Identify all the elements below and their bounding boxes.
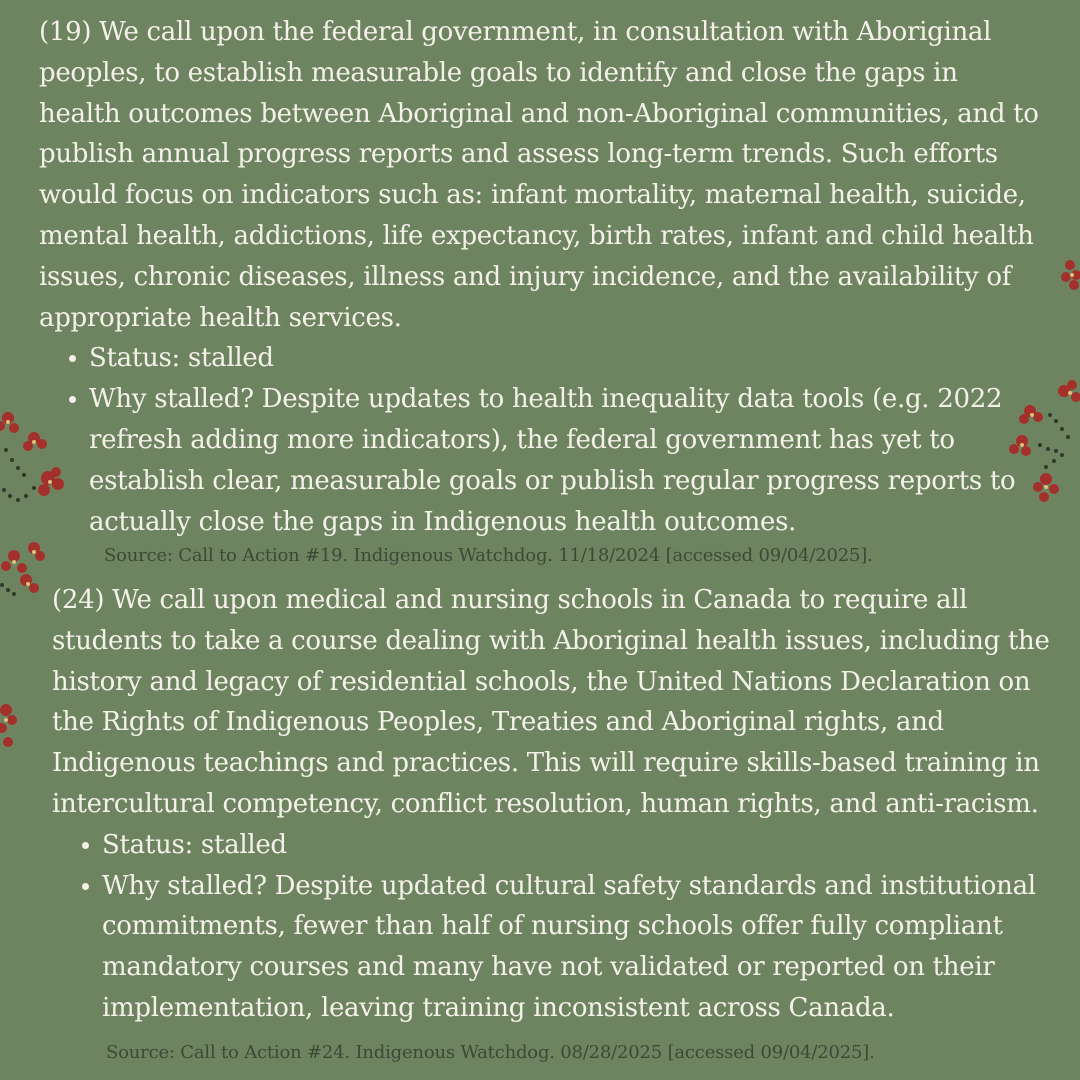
call-to-action-text: (19) We call upon the federal government, in consultation with Aboriginal peoples, to establish measurable goals to identify and close the gaps in health outcomes between Aboriginal and non-Aboriginal communities, and to publish annual progress reports and assess long-term trends. Such efforts would focus on indicators such as: infant mortality, maternal health, suicide, mental health, addictions, life expectancy, birth rates, infant and child health issues, chronic diseases, illness and injury incidence, and the availability of appropriate health services. (39, 17, 1039, 333)
why-stalled-text: Why stalled? Despite updates to health inequality data tools (e.g. 2022 refresh adding more indicators), the federal government has yet to establish clear, measurable goals or publish regular progress reports to actually close the gaps in Indigenous health outcomes. (89, 384, 1016, 537)
call-to-action-19 (39, 12, 1039, 542)
source-citation: Source: Call to Action #24. Indigenous Watchdog. 08/28/2025 [accessed 09/04/2025]. (106, 1042, 875, 1063)
status-item (52, 825, 1062, 866)
why-stalled-item (39, 379, 1039, 542)
bullet-icon (69, 355, 76, 362)
call-to-action-24 (52, 580, 1062, 1029)
status-text: Status: stalled (89, 343, 274, 374)
why-stalled-text: Why stalled? Despite updated cultural safety standards and institutional commitments, fewer than half of nursing schools offer fully compliant mandatory courses and many have not validated or reported on their implementation, leaving training inconsistent across Canada. (102, 870, 1036, 1023)
bullet-icon (82, 883, 89, 890)
source-citation: Source: Call to Action #19. Indigenous Watchdog. 11/18/2024 [accessed 09/04/2025]. (104, 545, 873, 566)
call-to-action-text: (24) We call upon medical and nursing schools in Canada to require all students to take a course dealing with Aboriginal health issues, including the history and legacy of residential schools, the United Nations Declaration on the Rights of Indigenous Peoples, Treaties and Aboriginal rights, and Indigenous teachings and practices. This will require skills-based training in intercultural competency, conflict resolution, human rights, and anti-racism. (52, 585, 1050, 819)
status-item (39, 338, 1039, 379)
bullet-icon (69, 396, 76, 403)
bullet-icon (82, 842, 89, 849)
status-list (52, 825, 1062, 1029)
status-text: Status: stalled (102, 829, 287, 860)
why-stalled-item (52, 866, 1062, 1029)
status-list (39, 338, 1039, 542)
